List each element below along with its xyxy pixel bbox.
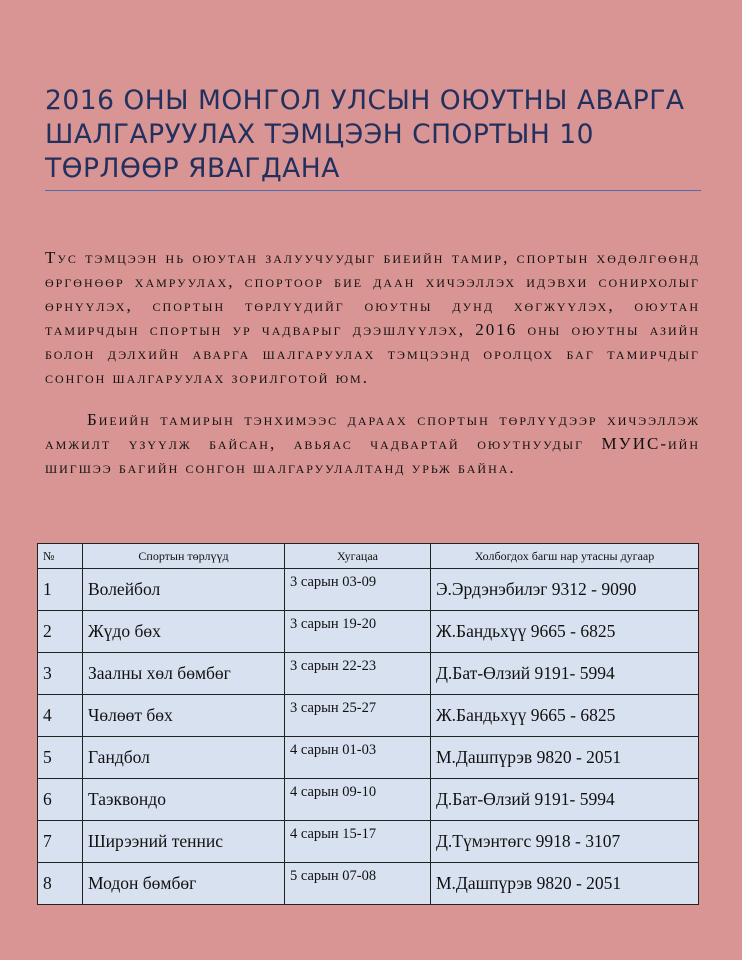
invitation-paragraph: Биеийн тамирын тэнхимээс дараах спортын төрлүүдээр хичээллэж амжилт үзүүлж байсан, авьяас чадвартай оюутнуудыг МУИС-ийн шигшээ багийн сонгон шалгаруулалтанд урьж байна. bbox=[45, 410, 700, 477]
row-period: 4 сарын 01-03 bbox=[285, 737, 431, 779]
header-sport: Спортын төрлүүд bbox=[83, 544, 285, 569]
row-contact: Э.Эрдэнэбилэг 9312 - 9090 bbox=[431, 569, 699, 611]
row-number: 2 bbox=[38, 611, 83, 653]
row-period: 3 сарын 22-23 bbox=[285, 653, 431, 695]
row-sport: Заалны хөл бөмбөг bbox=[83, 653, 285, 695]
table-header-row bbox=[38, 544, 699, 569]
row-contact: М.Дашпүрэв 9820 - 2051 bbox=[431, 863, 699, 905]
row-contact: М.Дашпүрэв 9820 - 2051 bbox=[431, 737, 699, 779]
row-number: 1 bbox=[38, 569, 83, 611]
row-period: 4 сарын 15-17 bbox=[285, 821, 431, 863]
intro-paragraph: Тус тэмцээн нь оюутан залуучуудыг биеийн тамир, спортын хөдөлгөөнд өргөнөөр хамруулах, спортоор бие даан хичээллэх идэвхи сонирхолыг өрнүүлэх, спортын төрлүүдийг оюутны дунд хөгжүүлэх, оюутан тамирчдын спортын ур чадварыг дээшлүүлэх, 2016 оны оюутны азийн болон дэлхийн аварга шалгаруулах тэмцээнд оролцох баг тамирчдыг сонгон шалгаруулах зорилготой юм. bbox=[45, 248, 700, 387]
row-contact: Д.Түмэнтөгс 9918 - 3107 bbox=[431, 821, 699, 863]
row-sport: Чөлөөт бөх bbox=[83, 695, 285, 737]
row-contact: Ж.Бандьхүү 9665 - 6825 bbox=[431, 695, 699, 737]
table-row bbox=[38, 737, 699, 779]
row-sport: Ширээний теннис bbox=[83, 821, 285, 863]
table-row bbox=[38, 611, 699, 653]
row-period: 4 сарын 09-10 bbox=[285, 779, 431, 821]
row-period: 3 сарын 03-09 bbox=[285, 569, 431, 611]
row-number: 4 bbox=[38, 695, 83, 737]
title-divider bbox=[45, 190, 701, 191]
row-sport: Волейбол bbox=[83, 569, 285, 611]
table-row bbox=[38, 653, 699, 695]
table-row bbox=[38, 821, 699, 863]
table-row bbox=[38, 569, 699, 611]
table-row bbox=[38, 863, 699, 905]
row-number: 7 bbox=[38, 821, 83, 863]
row-contact: Ж.Бандьхүү 9665 - 6825 bbox=[431, 611, 699, 653]
row-sport: Таэквондо bbox=[83, 779, 285, 821]
row-sport: Гандбол bbox=[83, 737, 285, 779]
row-contact: Д.Бат-Өлзий 9191- 5994 bbox=[431, 653, 699, 695]
row-contact: Д.Бат-Өлзий 9191- 5994 bbox=[431, 779, 699, 821]
row-number: 6 bbox=[38, 779, 83, 821]
table-row bbox=[38, 779, 699, 821]
page-title: 2016 ОНЫ МОНГОЛ УЛСЫН ОЮУТНЫ АВАРГА ШАЛГАРУУЛАХ ТЭМЦЭЭН СПОРТЫН 10 ТӨРЛӨӨР ЯВАГДАНА bbox=[45, 85, 685, 184]
row-number: 3 bbox=[38, 653, 83, 695]
row-number: 8 bbox=[38, 863, 83, 905]
row-period: 5 сарын 07-08 bbox=[285, 863, 431, 905]
row-sport: Жүдо бөх bbox=[83, 611, 285, 653]
header-contact: Холбогдох багш нар утасны дугаар bbox=[431, 544, 699, 569]
schedule-table bbox=[37, 543, 699, 905]
row-period: 3 сарын 25-27 bbox=[285, 695, 431, 737]
header-number: № bbox=[38, 544, 83, 569]
row-number: 5 bbox=[38, 737, 83, 779]
row-period: 3 сарын 19-20 bbox=[285, 611, 431, 653]
row-sport: Модон бөмбөг bbox=[83, 863, 285, 905]
table-row bbox=[38, 695, 699, 737]
header-period: Хугацаа bbox=[285, 544, 431, 569]
